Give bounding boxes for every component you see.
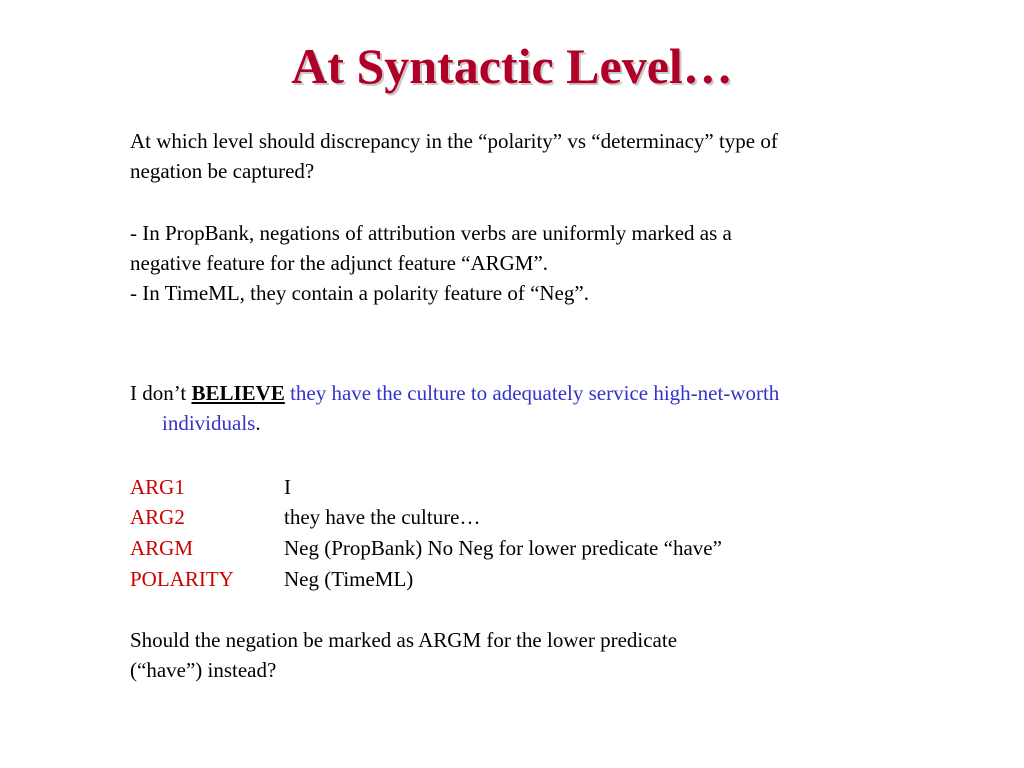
bullet-propbank-line-2: negative feature for the adjunct feature “ARGM”. xyxy=(130,251,549,275)
argument-value: Neg (PropBank) No Neg for lower predicate “have” xyxy=(284,536,722,560)
example-sentence xyxy=(130,378,779,438)
closing-question xyxy=(130,625,677,685)
argument-value: I xyxy=(284,475,291,499)
example-line-1 xyxy=(130,378,779,408)
argument-label: ARG2 xyxy=(130,505,185,529)
example-keyword: BELIEVE xyxy=(191,381,285,405)
closing-line-1: Should the negation be marked as ARGM for the lower predicate xyxy=(130,628,678,652)
example-period: . xyxy=(255,411,261,435)
bullet-propbank-line-1: - In PropBank, negations of attribution verbs are uniformly marked as a xyxy=(130,221,732,245)
argument-value: they have the culture… xyxy=(284,505,481,529)
example-prefix: I don’t xyxy=(130,381,192,405)
question-paragraph xyxy=(130,126,778,186)
example-clause-line-1: they have the culture to adequately service high-net-worth xyxy=(284,381,780,405)
question-line-2: negation be captured? xyxy=(130,159,315,183)
argument-label: ARG1 xyxy=(130,475,185,499)
slide-title: At Syntactic Level… xyxy=(291,38,733,94)
bullet-timeml: - In TimeML, they contain a polarity feature of “Neg”. xyxy=(130,281,589,305)
closing-line-2: (“have”) instead? xyxy=(130,658,277,682)
example-clause-line-2: individuals xyxy=(162,411,256,435)
argument-value: Neg (TimeML) xyxy=(284,567,414,591)
question-line-1: At which level should discrepancy in the “polarity” vs “determinacy” type of xyxy=(130,129,778,153)
bullet-list xyxy=(130,218,732,308)
argument-label: ARGM xyxy=(130,536,194,560)
argument-label: POLARITY xyxy=(130,567,234,591)
example-line-2 xyxy=(130,408,779,438)
